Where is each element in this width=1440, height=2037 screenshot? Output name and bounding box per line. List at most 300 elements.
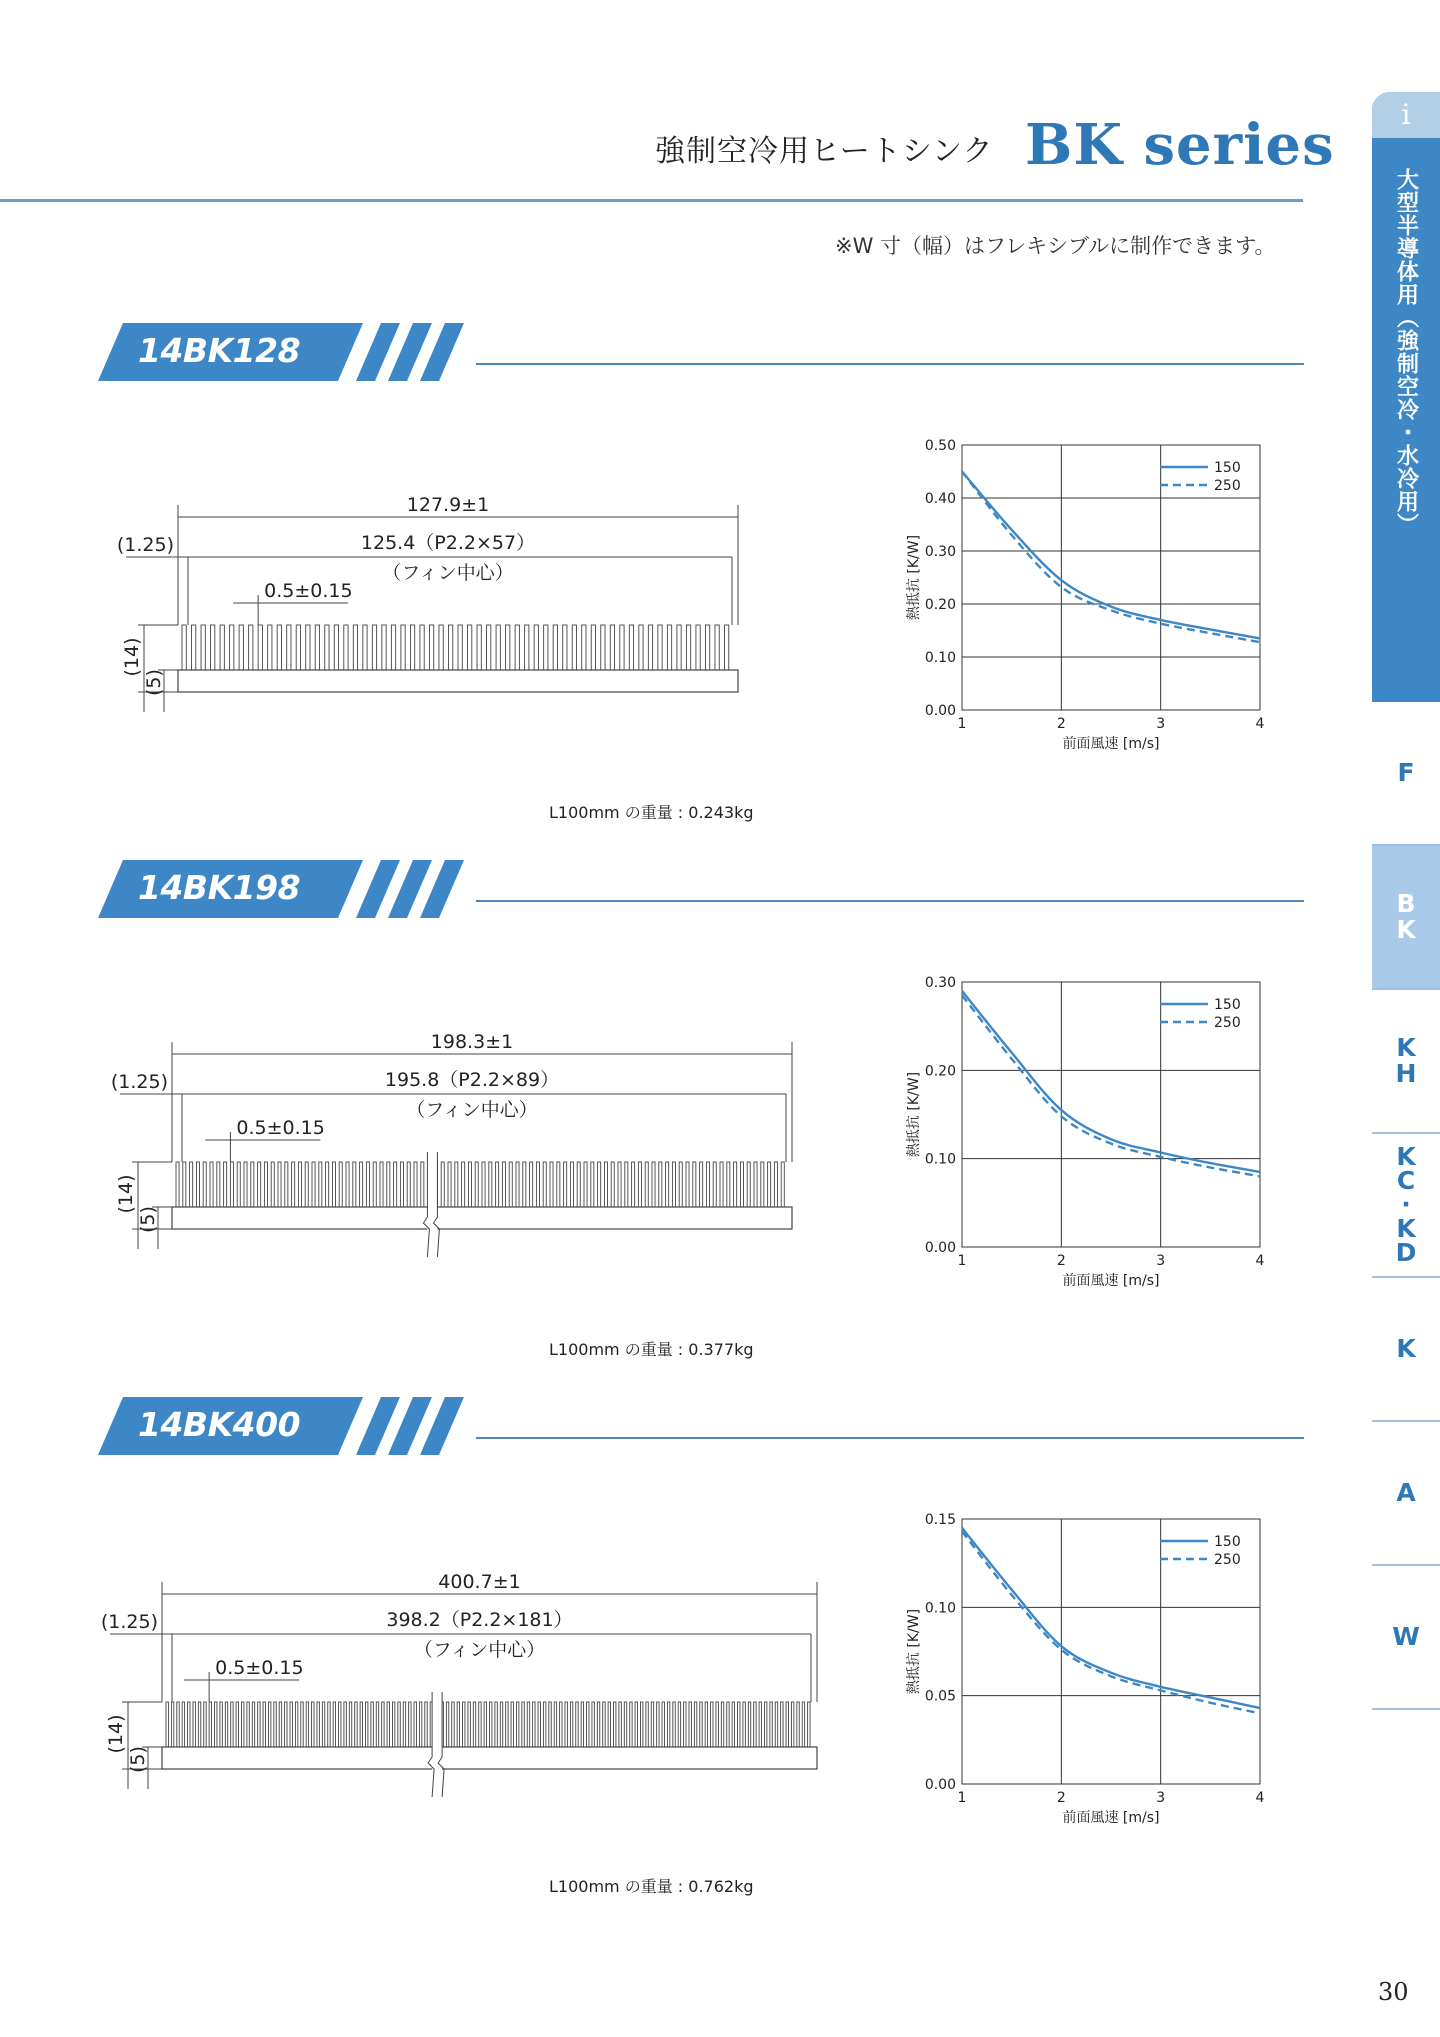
fin	[458, 625, 462, 670]
fin	[285, 1162, 288, 1207]
fin	[489, 1162, 492, 1207]
fin	[225, 1702, 227, 1747]
fin	[496, 625, 500, 670]
series-line-150	[962, 472, 1260, 639]
header-rule	[0, 199, 1303, 202]
fin	[482, 1162, 485, 1207]
section-rule	[476, 900, 1304, 902]
x-tick-label: 4	[1255, 1790, 1265, 1806]
fin	[277, 625, 281, 670]
edge-label: (1.25)	[116, 534, 174, 556]
fin	[598, 1162, 601, 1207]
section-banner-14bk400	[98, 1397, 481, 1455]
y-axis-label: 熱抵抗 [K/W]	[906, 534, 922, 621]
height-label: (14)	[121, 637, 143, 677]
legend-label: 150	[1214, 460, 1241, 476]
fin	[249, 625, 253, 670]
fin	[231, 1702, 233, 1747]
y-tick-label: 0.30	[924, 975, 956, 991]
fin	[477, 625, 481, 670]
fin	[236, 1702, 238, 1747]
fin	[576, 1702, 578, 1747]
fin	[455, 1162, 458, 1207]
fin	[421, 1162, 424, 1207]
fin	[522, 1702, 524, 1747]
fin	[673, 1702, 675, 1747]
fin	[398, 1702, 400, 1747]
fin	[591, 1162, 594, 1207]
fin	[550, 1162, 553, 1207]
fin	[448, 1162, 451, 1207]
x-tick-label: 4	[1255, 716, 1265, 732]
fin	[420, 625, 424, 670]
x-axis-label: 前面風速 [m/s]	[1062, 1810, 1160, 1826]
fin	[657, 1702, 659, 1747]
x-tick-label: 3	[1156, 1253, 1166, 1269]
y-axis-label: 熱抵抗 [K/W]	[906, 1608, 922, 1695]
x-tick-label: 3	[1156, 716, 1166, 732]
fin	[258, 625, 262, 670]
profile-drawing-14bk198	[90, 1032, 820, 1272]
legend-label: 250	[1214, 1015, 1241, 1031]
fin	[360, 1702, 362, 1747]
fin	[325, 625, 329, 670]
fin	[176, 1162, 179, 1207]
fin	[667, 1702, 669, 1747]
total-width-label: 198.3±1	[430, 1032, 514, 1053]
fin	[516, 1702, 518, 1747]
fin	[686, 625, 690, 670]
base-plate	[178, 670, 738, 692]
fin	[502, 1162, 505, 1207]
fin	[373, 1162, 376, 1207]
fin	[371, 1702, 373, 1747]
fin	[190, 1162, 193, 1207]
fin	[271, 1162, 274, 1207]
fin	[407, 1162, 410, 1207]
tab-kc-kd[interactable]: KC·KD	[1372, 1134, 1440, 1278]
fin	[543, 1702, 545, 1747]
sidebar-category-tab[interactable]	[1372, 92, 1440, 702]
fin	[353, 1162, 356, 1207]
section-banner-14bk128	[98, 323, 481, 381]
y-tick-label: 0.10	[924, 1600, 956, 1617]
fin	[534, 625, 538, 670]
sidebar-category-label: 大型半導体用（強制空冷・水冷用）	[1393, 168, 1419, 536]
fin	[290, 1702, 292, 1747]
fin	[721, 1702, 723, 1747]
fin	[694, 1702, 696, 1747]
fin	[610, 625, 614, 670]
fin	[224, 1162, 227, 1207]
fin	[509, 1162, 512, 1207]
fin	[215, 1702, 217, 1747]
fin	[563, 625, 567, 670]
fin	[715, 625, 719, 670]
x-tick-label: 3	[1156, 1790, 1166, 1806]
fin	[414, 1162, 417, 1207]
fin	[797, 1702, 799, 1747]
fin	[764, 1702, 766, 1747]
fin	[182, 625, 186, 670]
fin	[196, 1162, 199, 1207]
fin	[577, 1162, 580, 1207]
fin	[326, 1162, 329, 1207]
weight-label: L100mm の重量 : 0.377kg	[549, 1340, 754, 1359]
fin	[312, 1162, 315, 1207]
fin	[565, 1702, 567, 1747]
fin	[296, 625, 300, 670]
fin	[344, 625, 348, 670]
fin	[639, 625, 643, 670]
fin	[496, 1162, 499, 1207]
fin	[658, 625, 662, 670]
fin	[203, 1162, 206, 1207]
fin	[652, 1162, 655, 1207]
fin-center-label: （フィン中心）	[382, 562, 514, 584]
fin	[666, 1162, 669, 1207]
tab-w[interactable]: W	[1372, 1566, 1440, 1710]
fin	[317, 1702, 319, 1747]
fin	[278, 1162, 281, 1207]
fin	[251, 1162, 254, 1207]
profile-drawing-14bk400	[90, 1572, 850, 1812]
fin	[244, 1162, 247, 1207]
fin	[677, 625, 681, 670]
fin	[775, 1702, 777, 1747]
height-label: (14)	[115, 1174, 137, 1214]
fin	[387, 1162, 390, 1207]
fin	[298, 1162, 301, 1207]
fin	[490, 1702, 492, 1747]
fin	[198, 1702, 200, 1747]
fin	[619, 1702, 621, 1747]
fin	[366, 1162, 369, 1207]
section-banner-14bk198	[98, 860, 481, 918]
y-tick-label: 0.40	[924, 491, 956, 507]
fin	[344, 1702, 346, 1747]
fin-center-label: （フィン中心）	[406, 1099, 538, 1121]
fin	[193, 1702, 195, 1747]
fin	[192, 625, 196, 670]
fin	[441, 1162, 444, 1207]
fin	[339, 1702, 341, 1747]
fin	[295, 1702, 297, 1747]
fin	[727, 1702, 729, 1747]
fin	[346, 1162, 349, 1207]
base-thickness-label: (5)	[137, 1206, 159, 1233]
total-width-label: 400.7±1	[438, 1572, 521, 1593]
y-axis-label: 熱抵抗 [K/W]	[906, 1071, 922, 1158]
fin-thickness-label: 0.5±0.15	[264, 580, 353, 602]
fin	[624, 1702, 626, 1747]
fin	[732, 1702, 734, 1747]
fin	[672, 1162, 675, 1207]
fin	[419, 1702, 421, 1747]
fin	[592, 1702, 594, 1747]
fin	[429, 625, 433, 670]
fin	[538, 1702, 540, 1747]
total-width-label: 127.9±1	[406, 495, 490, 516]
fin	[468, 1162, 471, 1207]
fin	[716, 1702, 718, 1747]
fin	[759, 1702, 761, 1747]
fin	[365, 1702, 367, 1747]
fin	[700, 1702, 702, 1747]
fin	[220, 1702, 222, 1747]
page-title-jp: 強制空冷用ヒートシンク	[655, 134, 994, 169]
fin	[689, 1702, 691, 1747]
fin	[525, 625, 529, 670]
fin	[487, 625, 491, 670]
info-icon: i	[1372, 92, 1440, 138]
fin	[781, 1162, 784, 1207]
fin	[241, 1702, 243, 1747]
fin	[738, 1702, 740, 1747]
fin	[781, 1702, 783, 1747]
fin-thickness-label: 0.5±0.15	[236, 1117, 325, 1139]
thermal-resistance-chart-14bk198	[890, 967, 1280, 1297]
y-tick-label: 0.05	[924, 1688, 956, 1705]
fin	[230, 625, 234, 670]
fin	[349, 1702, 351, 1747]
fin	[705, 625, 709, 670]
fin	[591, 625, 595, 670]
fin-center-label: （フィン中心）	[413, 1639, 546, 1661]
width-note: ※W 寸（幅）はフレキシブルに制作できます。	[835, 234, 1276, 258]
fin	[217, 1162, 220, 1207]
x-tick-label: 1	[957, 1790, 967, 1806]
fin	[363, 625, 367, 670]
fin	[808, 1702, 810, 1747]
x-tick-label: 2	[1056, 1790, 1066, 1806]
fin	[333, 1702, 335, 1747]
fin	[603, 1702, 605, 1747]
fin	[403, 1702, 405, 1747]
tab-a[interactable]: A	[1372, 1422, 1440, 1566]
fin	[645, 1162, 648, 1207]
fin-array	[182, 625, 729, 670]
fin	[237, 1162, 240, 1207]
fin	[648, 625, 652, 670]
tab-bk[interactable]: BK	[1372, 846, 1440, 990]
fin	[387, 1702, 389, 1747]
fin	[279, 1702, 281, 1747]
fin	[306, 625, 310, 670]
fin	[530, 1162, 533, 1207]
fin	[334, 625, 338, 670]
fin	[484, 1702, 486, 1747]
fin	[301, 1702, 303, 1747]
fin	[258, 1702, 260, 1747]
fin	[557, 1162, 560, 1207]
y-tick-label: 0.50	[924, 438, 956, 454]
fin	[287, 625, 291, 670]
fin	[258, 1162, 261, 1207]
fin	[468, 625, 472, 670]
fin	[382, 625, 386, 670]
fin	[536, 1162, 539, 1207]
fin	[372, 625, 376, 670]
x-axis-label: 前面風速 [m/s]	[1062, 736, 1160, 752]
fin	[183, 1162, 186, 1207]
fin	[604, 1162, 607, 1207]
fin	[549, 1702, 551, 1747]
fin	[355, 1702, 357, 1747]
fin	[740, 1162, 743, 1207]
base-plate	[162, 1747, 817, 1769]
base-thickness-label: (5)	[127, 1746, 149, 1773]
fin	[693, 1162, 696, 1207]
fin	[274, 1702, 276, 1747]
weight-label: L100mm の重量 : 0.243kg	[549, 803, 754, 822]
fin	[705, 1702, 707, 1747]
fin	[268, 1702, 270, 1747]
fin	[564, 1162, 567, 1207]
x-axis-label: 前面風速 [m/s]	[1062, 1273, 1160, 1289]
fin	[306, 1702, 308, 1747]
y-tick-label: 0.00	[924, 1777, 956, 1793]
fin	[638, 1162, 641, 1207]
fin	[554, 1702, 556, 1747]
fin	[457, 1702, 459, 1747]
fin	[630, 1702, 632, 1747]
fin	[211, 625, 215, 670]
fin	[724, 625, 728, 670]
fin	[247, 1702, 249, 1747]
weight-label: L100mm の重量 : 0.762kg	[549, 1877, 754, 1896]
fin	[391, 625, 395, 670]
fin	[468, 1702, 470, 1747]
fin	[312, 1702, 314, 1747]
fin	[684, 1702, 686, 1747]
fin	[332, 1162, 335, 1207]
thermal-resistance-chart-14bk128	[890, 430, 1280, 760]
fin	[747, 1162, 750, 1207]
fin	[252, 1702, 254, 1747]
fin	[439, 625, 443, 670]
fin	[587, 1702, 589, 1747]
fin	[544, 625, 548, 670]
fin	[523, 1162, 526, 1207]
fin	[553, 625, 557, 670]
thermal-resistance-chart-14bk400	[890, 1504, 1280, 1834]
base-plate	[172, 1207, 792, 1229]
fin	[581, 1702, 583, 1747]
fin	[292, 1162, 295, 1207]
fin	[761, 1162, 764, 1207]
height-label: (14)	[105, 1714, 127, 1754]
y-tick-label: 0.00	[924, 1240, 956, 1256]
fin	[527, 1702, 529, 1747]
fin	[516, 1162, 519, 1207]
fin	[533, 1702, 535, 1747]
fin	[635, 1702, 637, 1747]
fin	[582, 625, 586, 670]
x-tick-label: 2	[1056, 716, 1066, 732]
fin	[662, 1702, 664, 1747]
fin	[625, 1162, 628, 1207]
fin	[285, 1702, 287, 1747]
fin	[629, 625, 633, 670]
fin	[380, 1162, 383, 1207]
fin	[171, 1702, 173, 1747]
fin	[204, 1702, 206, 1747]
series-line-250	[962, 472, 1260, 643]
fin	[570, 1162, 573, 1207]
fin	[584, 1162, 587, 1207]
legend-label: 150	[1214, 1534, 1241, 1550]
section-title: 14BK128	[138, 331, 301, 370]
fin	[230, 1162, 233, 1207]
tab-f[interactable]: F	[1372, 702, 1440, 846]
fin	[614, 1702, 616, 1747]
legend-label: 250	[1214, 1552, 1241, 1568]
x-tick-label: 2	[1056, 1253, 1066, 1269]
fin	[651, 1702, 653, 1747]
fin	[394, 1162, 397, 1207]
tab-k[interactable]: K	[1372, 1278, 1440, 1422]
pitch-label: 398.2（P2.2×181）	[386, 1609, 573, 1631]
fin	[640, 1702, 642, 1747]
fin	[220, 625, 224, 670]
fin	[679, 1162, 682, 1207]
fin	[734, 1162, 737, 1207]
fin	[392, 1702, 394, 1747]
fin	[448, 625, 452, 670]
x-tick-label: 1	[957, 1253, 967, 1269]
fin	[425, 1702, 427, 1747]
fin	[479, 1702, 481, 1747]
fin	[802, 1702, 804, 1747]
edge-label: (1.25)	[100, 1611, 158, 1633]
y-tick-label: 0.15	[924, 1512, 956, 1528]
tab-kh[interactable]: KH	[1372, 990, 1440, 1134]
fin	[743, 1702, 745, 1747]
fin	[774, 1162, 777, 1207]
fin	[748, 1702, 750, 1747]
page-number: 30	[1378, 1978, 1409, 2006]
fin	[570, 1702, 572, 1747]
fin	[620, 625, 624, 670]
fin	[264, 1162, 267, 1207]
section-title: 14BK400	[138, 1405, 301, 1444]
fin	[495, 1702, 497, 1747]
fin	[711, 1702, 713, 1747]
fin	[263, 1702, 265, 1747]
fin	[201, 625, 205, 670]
fin	[319, 1162, 322, 1207]
fin	[446, 1702, 448, 1747]
fin	[791, 1702, 793, 1747]
profile-drawing-14bk128	[90, 495, 770, 735]
fin	[696, 625, 700, 670]
fin	[768, 1162, 771, 1207]
base-thickness-label: (5)	[143, 669, 165, 696]
fin	[770, 1702, 772, 1747]
fin	[646, 1702, 648, 1747]
fin	[182, 1702, 184, 1747]
y-tick-label: 0.10	[924, 1151, 956, 1168]
fin	[463, 1702, 465, 1747]
y-tick-label: 0.30	[924, 544, 956, 560]
fin	[659, 1162, 662, 1207]
fin	[608, 1702, 610, 1747]
legend-label: 150	[1214, 997, 1241, 1013]
fin	[611, 1162, 614, 1207]
fin	[268, 625, 272, 670]
fin	[543, 1162, 546, 1207]
